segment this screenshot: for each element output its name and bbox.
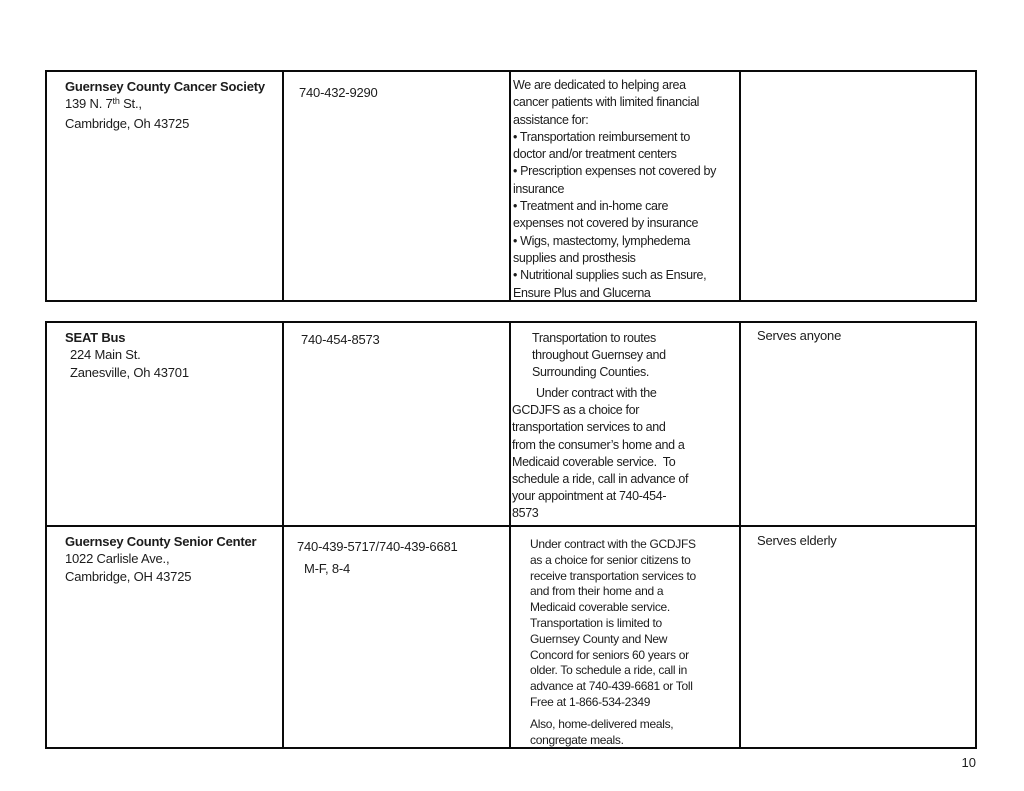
description-line: your appointment at 740-454- — [512, 488, 667, 503]
description-line: schedule a ride, call in advance of — [512, 471, 689, 486]
description-line: transportation services to and — [512, 420, 666, 435]
org-name: Guernsey County Senior Center — [65, 534, 257, 549]
description-cell-senior-center — [509, 525, 739, 747]
org-name: SEAT Bus — [65, 330, 126, 345]
description-line: expenses not covered by insurance — [513, 216, 699, 231]
description-line: • Wigs, mastectomy, lymphedema — [513, 233, 691, 248]
description-line: • Transportation reimbursement to — [513, 129, 690, 144]
description-line: from the consumer’s home and a — [512, 437, 685, 452]
description-line: congregate meals. — [530, 732, 624, 747]
org-address-line1: 224 Main St. — [70, 347, 141, 363]
description-paragraph-1 — [511, 330, 737, 381]
serves-cell-seat-bus — [739, 323, 975, 525]
description-line: Under contract with the GCDJFS — [530, 537, 696, 551]
description-line: Also, home-delivered meals, — [530, 716, 674, 731]
description-line: advance at 740-439-6681 or Toll — [530, 679, 693, 694]
org-address-line2: Cambridge, Oh 43725 — [65, 115, 190, 131]
description-line: Transportation to routes — [532, 331, 656, 345]
description-line: Concord for seniors 60 years or — [530, 647, 689, 662]
description-line: • Treatment and in-home care — [513, 199, 669, 214]
description-line: Surrounding Counties. — [532, 365, 650, 380]
description-paragraph-2 — [511, 385, 737, 522]
description-line: cancer patients with limited financial — [513, 95, 700, 110]
description-line: Ensure Plus and Glucerna — [513, 285, 651, 300]
description-paragraph-1 — [530, 537, 733, 711]
phone-number: 740-439-5717/740-439-6681 — [297, 539, 458, 554]
description-line: throughout Guernsey and — [532, 348, 666, 363]
description-cell-seat-bus — [509, 323, 739, 525]
phone-cell-cancer — [282, 72, 509, 300]
phone-number: 740-454-8573 — [301, 332, 380, 347]
org-address-line2: Zanesville, Oh 43701 — [70, 364, 189, 380]
serves-text: Serves elderly — [757, 533, 837, 548]
description-line: and from their home and a — [530, 584, 664, 599]
address-text: St., — [119, 96, 142, 112]
org-address-line1: 1022 Carlisle Ave., — [65, 551, 170, 567]
description-paragraph-2 — [530, 717, 733, 747]
resource-table-transportation — [45, 321, 977, 749]
description-line: receive transportation services to — [530, 568, 696, 583]
description-line: Medicaid coverable service. — [530, 600, 670, 615]
description-line: insurance — [513, 181, 565, 196]
description-line: Under contract with the — [536, 386, 657, 401]
description-line: supplies and prosthesis — [513, 250, 636, 265]
description-line: • Prescription expenses not covered by — [513, 164, 716, 179]
org-address-line2: Cambridge, OH 43725 — [65, 568, 192, 584]
serves-cell-cancer — [739, 72, 975, 300]
resource-table-cancer-society — [45, 70, 977, 302]
description-line: • Nutritional supplies such as Ensure, — [513, 268, 707, 283]
org-name: Guernsey County Cancer Society — [65, 79, 265, 94]
address-text: 139 N. 7 — [65, 96, 113, 112]
org-cell-seat-bus — [47, 323, 282, 525]
description-line: Transportation is limited to — [530, 615, 662, 630]
description-line: We are dedicated to helping area — [513, 78, 686, 92]
description-line: Medicaid coverable service. To — [512, 454, 676, 469]
description-line: doctor and/or treatment centers — [513, 147, 677, 162]
office-hours: M-F, 8-4 — [304, 561, 351, 577]
phone-cell-senior-center — [282, 525, 509, 747]
serves-text: Serves anyone — [757, 328, 842, 343]
description-line: as a choice for senior citizens to — [530, 552, 691, 567]
phone-number: 740-432-9290 — [299, 85, 378, 100]
description-cell-cancer — [509, 72, 739, 300]
description-line: 8573 — [512, 505, 539, 520]
serves-cell-senior-center — [739, 525, 975, 747]
description-line: Guernsey County and New — [530, 631, 668, 646]
phone-cell-seat-bus — [282, 323, 509, 525]
ordinal-superscript: th — [112, 96, 120, 107]
description-line: GCDJFS as a choice for — [512, 403, 640, 418]
page-number: 10 — [961, 755, 976, 770]
description-line: assistance for: — [513, 112, 589, 127]
org-cell-senior-center — [47, 525, 282, 747]
org-cell-cancer — [47, 72, 282, 300]
org-address-line1 — [65, 95, 278, 114]
description-line: Free at 1-866-534-2349 — [530, 694, 651, 709]
description-line: older. To schedule a ride, call in — [530, 663, 688, 678]
